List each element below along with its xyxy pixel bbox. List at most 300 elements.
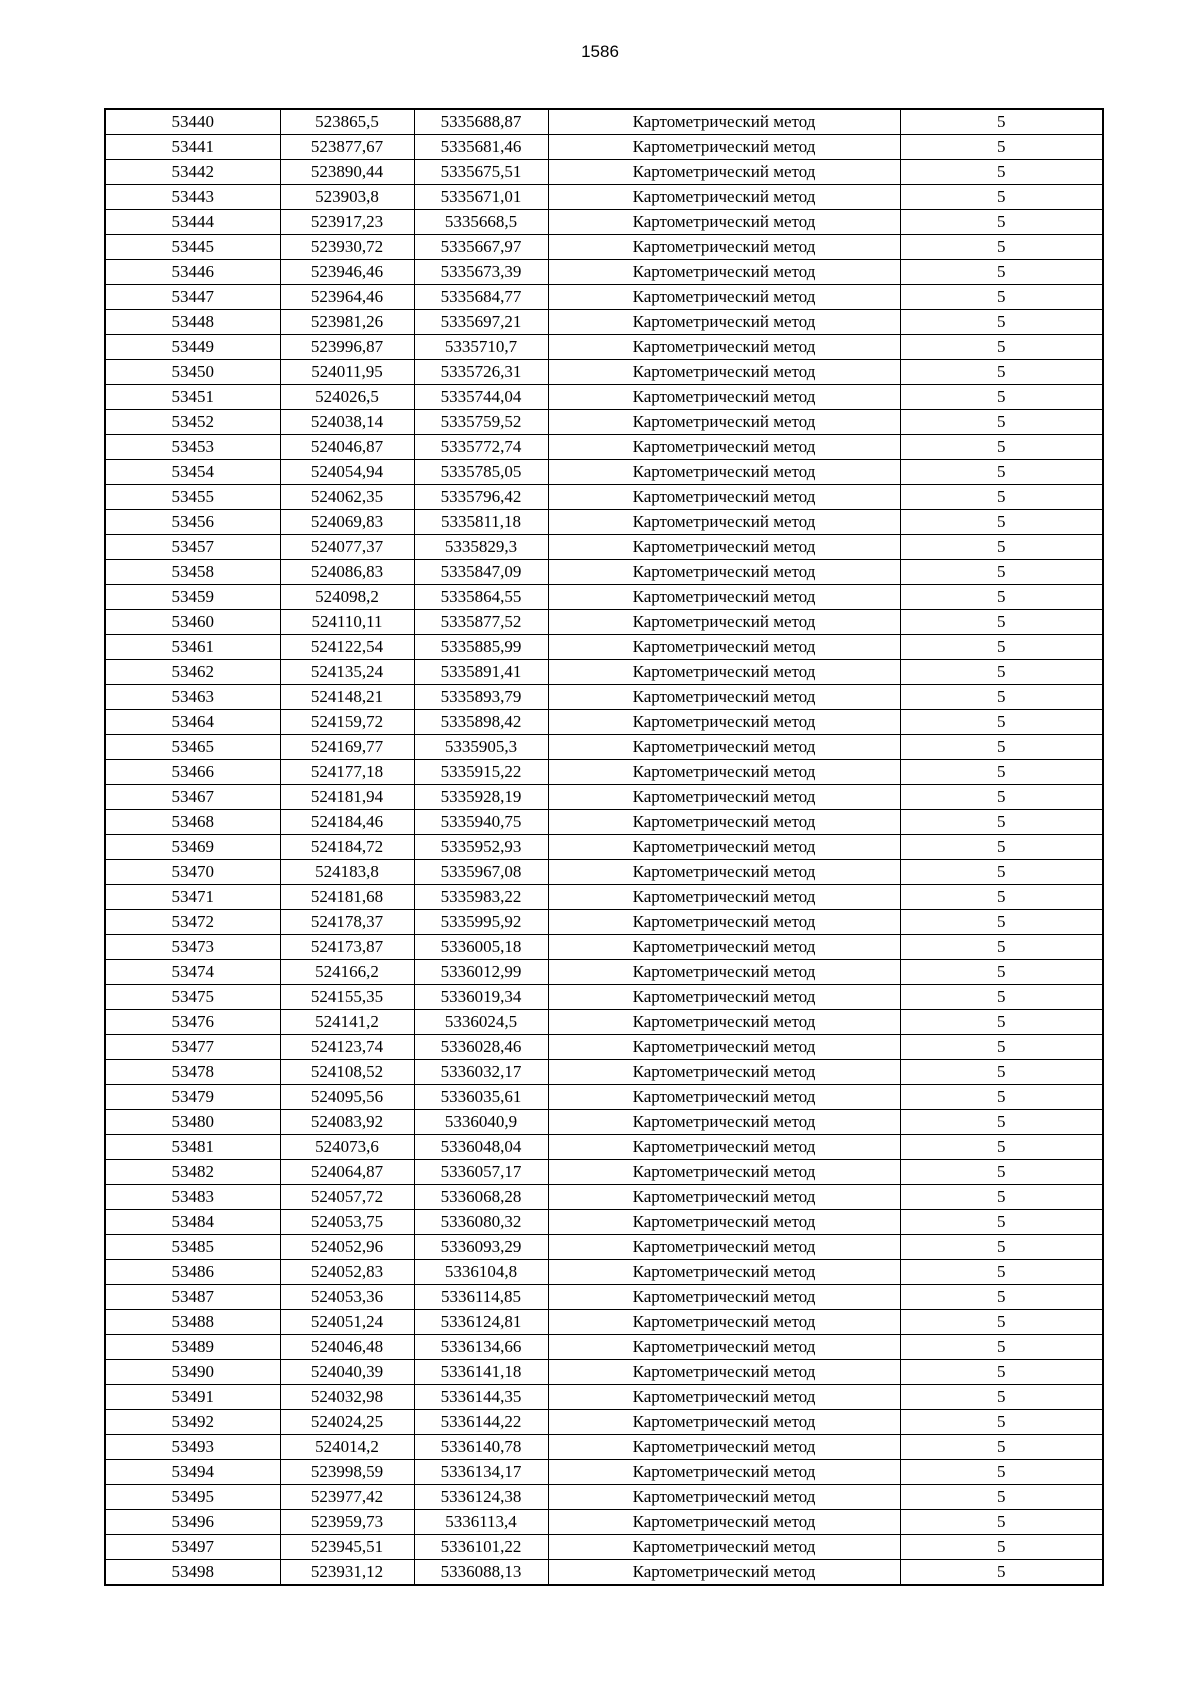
table-row xyxy=(105,335,1103,360)
accuracy-cell: 5 xyxy=(900,435,1103,460)
y-coordinate-cell: 5336114,85 xyxy=(414,1285,548,1310)
x-coordinate-cell: 523877,67 xyxy=(280,135,414,160)
accuracy-cell: 5 xyxy=(900,335,1103,360)
accuracy-cell: 5 xyxy=(900,735,1103,760)
accuracy-cell: 5 xyxy=(900,610,1103,635)
x-coordinate-cell: 524053,75 xyxy=(280,1210,414,1235)
x-coordinate-cell: 524122,54 xyxy=(280,635,414,660)
point-number-cell: 53455 xyxy=(105,485,280,510)
table-row xyxy=(105,685,1103,710)
table-row xyxy=(105,1210,1103,1235)
point-number-cell: 53458 xyxy=(105,560,280,585)
accuracy-cell: 5 xyxy=(900,285,1103,310)
y-coordinate-cell: 5335952,93 xyxy=(414,835,548,860)
y-coordinate-cell: 5335675,51 xyxy=(414,160,548,185)
accuracy-cell: 5 xyxy=(900,1335,1103,1360)
point-number-cell: 53481 xyxy=(105,1135,280,1160)
x-coordinate-cell: 524086,83 xyxy=(280,560,414,585)
point-number-cell: 53466 xyxy=(105,760,280,785)
point-number-cell: 53485 xyxy=(105,1235,280,1260)
y-coordinate-cell: 5335785,05 xyxy=(414,460,548,485)
x-coordinate-cell: 523959,73 xyxy=(280,1510,414,1535)
point-number-cell: 53470 xyxy=(105,860,280,885)
table-row xyxy=(105,1010,1103,1035)
method-cell: Картометрический метод xyxy=(548,810,900,835)
accuracy-cell: 5 xyxy=(900,1085,1103,1110)
method-cell: Картометрический метод xyxy=(548,560,900,585)
point-number-cell: 53459 xyxy=(105,585,280,610)
method-cell: Картометрический метод xyxy=(548,235,900,260)
point-number-cell: 53450 xyxy=(105,360,280,385)
point-number-cell: 53445 xyxy=(105,235,280,260)
y-coordinate-cell: 5336113,4 xyxy=(414,1510,548,1535)
accuracy-cell: 5 xyxy=(900,1010,1103,1035)
table-row xyxy=(105,235,1103,260)
y-coordinate-cell: 5335772,74 xyxy=(414,435,548,460)
x-coordinate-cell: 524040,39 xyxy=(280,1360,414,1385)
point-number-cell: 53454 xyxy=(105,460,280,485)
y-coordinate-cell: 5336134,66 xyxy=(414,1335,548,1360)
method-cell: Картометрический метод xyxy=(548,1060,900,1085)
x-coordinate-cell: 524177,18 xyxy=(280,760,414,785)
x-coordinate-cell: 524184,72 xyxy=(280,835,414,860)
point-number-cell: 53464 xyxy=(105,710,280,735)
x-coordinate-cell: 523931,12 xyxy=(280,1560,414,1586)
y-coordinate-cell: 5336080,32 xyxy=(414,1210,548,1235)
x-coordinate-cell: 524148,21 xyxy=(280,685,414,710)
method-cell: Картометрический метод xyxy=(548,160,900,185)
point-number-cell: 53442 xyxy=(105,160,280,185)
method-cell: Картометрический метод xyxy=(548,1310,900,1335)
point-number-cell: 53460 xyxy=(105,610,280,635)
table-row xyxy=(105,260,1103,285)
table-row xyxy=(105,1085,1103,1110)
method-cell: Картометрический метод xyxy=(548,1160,900,1185)
method-cell: Картометрический метод xyxy=(548,1185,900,1210)
table-row xyxy=(105,1060,1103,1085)
accuracy-cell: 5 xyxy=(900,710,1103,735)
x-coordinate-cell: 523903,8 xyxy=(280,185,414,210)
table-row xyxy=(105,485,1103,510)
y-coordinate-cell: 5335759,52 xyxy=(414,410,548,435)
x-coordinate-cell: 524173,87 xyxy=(280,935,414,960)
x-coordinate-cell: 524011,95 xyxy=(280,360,414,385)
point-number-cell: 53491 xyxy=(105,1385,280,1410)
accuracy-cell: 5 xyxy=(900,1135,1103,1160)
table-row xyxy=(105,1260,1103,1285)
accuracy-cell: 5 xyxy=(900,410,1103,435)
x-coordinate-cell: 523998,59 xyxy=(280,1460,414,1485)
point-number-cell: 53469 xyxy=(105,835,280,860)
y-coordinate-cell: 5335667,97 xyxy=(414,235,548,260)
table-row xyxy=(105,1110,1103,1135)
point-number-cell: 53462 xyxy=(105,660,280,685)
point-number-cell: 53441 xyxy=(105,135,280,160)
accuracy-cell: 5 xyxy=(900,560,1103,585)
method-cell: Картометрический метод xyxy=(548,135,900,160)
point-number-cell: 53453 xyxy=(105,435,280,460)
point-number-cell: 53496 xyxy=(105,1510,280,1535)
x-coordinate-cell: 524108,52 xyxy=(280,1060,414,1085)
method-cell: Картометрический метод xyxy=(548,710,900,735)
point-number-cell: 53457 xyxy=(105,535,280,560)
accuracy-cell: 5 xyxy=(900,1185,1103,1210)
method-cell: Картометрический метод xyxy=(548,535,900,560)
x-coordinate-cell: 524052,96 xyxy=(280,1235,414,1260)
y-coordinate-cell: 5335710,7 xyxy=(414,335,548,360)
method-cell: Картометрический метод xyxy=(548,185,900,210)
method-cell: Картометрический метод xyxy=(548,1510,900,1535)
point-number-cell: 53480 xyxy=(105,1110,280,1135)
method-cell: Картометрический метод xyxy=(548,385,900,410)
x-coordinate-cell: 524135,24 xyxy=(280,660,414,685)
point-number-cell: 53477 xyxy=(105,1035,280,1060)
x-coordinate-cell: 524046,48 xyxy=(280,1335,414,1360)
table-row xyxy=(105,435,1103,460)
point-number-cell: 53468 xyxy=(105,810,280,835)
y-coordinate-cell: 5335915,22 xyxy=(414,760,548,785)
point-number-cell: 53489 xyxy=(105,1335,280,1360)
x-coordinate-cell: 524098,2 xyxy=(280,585,414,610)
table-row xyxy=(105,185,1103,210)
method-cell: Картометрический метод xyxy=(548,635,900,660)
x-coordinate-cell: 524095,56 xyxy=(280,1085,414,1110)
y-coordinate-cell: 5335726,31 xyxy=(414,360,548,385)
method-cell: Картометрический метод xyxy=(548,1335,900,1360)
accuracy-cell: 5 xyxy=(900,1235,1103,1260)
x-coordinate-cell: 523981,26 xyxy=(280,310,414,335)
method-cell: Картометрический метод xyxy=(548,109,900,135)
accuracy-cell: 5 xyxy=(900,660,1103,685)
method-cell: Картометрический метод xyxy=(548,1110,900,1135)
y-coordinate-cell: 5335744,04 xyxy=(414,385,548,410)
y-coordinate-cell: 5336032,17 xyxy=(414,1060,548,1085)
method-cell: Картометрический метод xyxy=(548,1560,900,1586)
point-number-cell: 53443 xyxy=(105,185,280,210)
y-coordinate-cell: 5335671,01 xyxy=(414,185,548,210)
x-coordinate-cell: 524032,98 xyxy=(280,1385,414,1410)
coordinates-table-body xyxy=(105,109,1103,1585)
method-cell: Картометрический метод xyxy=(548,335,900,360)
accuracy-cell: 5 xyxy=(900,260,1103,285)
point-number-cell: 53493 xyxy=(105,1435,280,1460)
accuracy-cell: 5 xyxy=(900,210,1103,235)
accuracy-cell: 5 xyxy=(900,910,1103,935)
table-row xyxy=(105,109,1103,135)
method-cell: Картометрический метод xyxy=(548,885,900,910)
accuracy-cell: 5 xyxy=(900,685,1103,710)
method-cell: Картометрический метод xyxy=(548,1385,900,1410)
x-coordinate-cell: 523946,46 xyxy=(280,260,414,285)
accuracy-cell: 5 xyxy=(900,1435,1103,1460)
table-row xyxy=(105,560,1103,585)
method-cell: Картометрический метод xyxy=(548,1085,900,1110)
x-coordinate-cell: 524123,74 xyxy=(280,1035,414,1060)
method-cell: Картометрический метод xyxy=(548,985,900,1010)
table-row xyxy=(105,285,1103,310)
table-row xyxy=(105,1035,1103,1060)
x-coordinate-cell: 524024,25 xyxy=(280,1410,414,1435)
accuracy-cell: 5 xyxy=(900,1035,1103,1060)
table-row xyxy=(105,910,1103,935)
x-coordinate-cell: 524169,77 xyxy=(280,735,414,760)
method-cell: Картометрический метод xyxy=(548,460,900,485)
y-coordinate-cell: 5335928,19 xyxy=(414,785,548,810)
x-coordinate-cell: 524141,2 xyxy=(280,1010,414,1035)
table-row xyxy=(105,460,1103,485)
method-cell: Картометрический метод xyxy=(548,585,900,610)
table-row xyxy=(105,1285,1103,1310)
y-coordinate-cell: 5335905,3 xyxy=(414,735,548,760)
x-coordinate-cell: 524073,6 xyxy=(280,1135,414,1160)
point-number-cell: 53488 xyxy=(105,1310,280,1335)
y-coordinate-cell: 5335885,99 xyxy=(414,635,548,660)
table-row xyxy=(105,810,1103,835)
method-cell: Картометрический метод xyxy=(548,760,900,785)
y-coordinate-cell: 5335893,79 xyxy=(414,685,548,710)
x-coordinate-cell: 524062,35 xyxy=(280,485,414,510)
point-number-cell: 53472 xyxy=(105,910,280,935)
method-cell: Картометрический метод xyxy=(548,1460,900,1485)
accuracy-cell: 5 xyxy=(900,1260,1103,1285)
x-coordinate-cell: 523964,46 xyxy=(280,285,414,310)
x-coordinate-cell: 524077,37 xyxy=(280,535,414,560)
accuracy-cell: 5 xyxy=(900,760,1103,785)
method-cell: Картометрический метод xyxy=(548,860,900,885)
accuracy-cell: 5 xyxy=(900,1360,1103,1385)
method-cell: Картометрический метод xyxy=(548,1135,900,1160)
point-number-cell: 53461 xyxy=(105,635,280,660)
accuracy-cell: 5 xyxy=(900,1210,1103,1235)
x-coordinate-cell: 523917,23 xyxy=(280,210,414,235)
y-coordinate-cell: 5335864,55 xyxy=(414,585,548,610)
point-number-cell: 53478 xyxy=(105,1060,280,1085)
y-coordinate-cell: 5336040,9 xyxy=(414,1110,548,1135)
x-coordinate-cell: 523890,44 xyxy=(280,160,414,185)
accuracy-cell: 5 xyxy=(900,1410,1103,1435)
method-cell: Картометрический метод xyxy=(548,360,900,385)
table-row xyxy=(105,510,1103,535)
point-number-cell: 53475 xyxy=(105,985,280,1010)
accuracy-cell: 5 xyxy=(900,785,1103,810)
accuracy-cell: 5 xyxy=(900,1560,1103,1586)
accuracy-cell: 5 xyxy=(900,160,1103,185)
y-coordinate-cell: 5336134,17 xyxy=(414,1460,548,1485)
accuracy-cell: 5 xyxy=(900,935,1103,960)
point-number-cell: 53474 xyxy=(105,960,280,985)
table-row xyxy=(105,610,1103,635)
method-cell: Картометрический метод xyxy=(548,660,900,685)
x-coordinate-cell: 524184,46 xyxy=(280,810,414,835)
y-coordinate-cell: 5335684,77 xyxy=(414,285,548,310)
x-coordinate-cell: 524166,2 xyxy=(280,960,414,985)
point-number-cell: 53486 xyxy=(105,1260,280,1285)
x-coordinate-cell: 524014,2 xyxy=(280,1435,414,1460)
y-coordinate-cell: 5336104,8 xyxy=(414,1260,548,1285)
y-coordinate-cell: 5335983,22 xyxy=(414,885,548,910)
table-row xyxy=(105,135,1103,160)
table-row xyxy=(105,860,1103,885)
method-cell: Картометрический метод xyxy=(548,1535,900,1560)
method-cell: Картометрический метод xyxy=(548,685,900,710)
table-row xyxy=(105,1360,1103,1385)
table-row xyxy=(105,985,1103,1010)
method-cell: Картометрический метод xyxy=(548,1485,900,1510)
point-number-cell: 53471 xyxy=(105,885,280,910)
y-coordinate-cell: 5336093,29 xyxy=(414,1235,548,1260)
y-coordinate-cell: 5335940,75 xyxy=(414,810,548,835)
x-coordinate-cell: 524181,94 xyxy=(280,785,414,810)
table-row xyxy=(105,1535,1103,1560)
point-number-cell: 53467 xyxy=(105,785,280,810)
y-coordinate-cell: 5335796,42 xyxy=(414,485,548,510)
y-coordinate-cell: 5336144,22 xyxy=(414,1410,548,1435)
coordinates-table xyxy=(104,108,1104,1586)
accuracy-cell: 5 xyxy=(900,1460,1103,1485)
point-number-cell: 53479 xyxy=(105,1085,280,1110)
point-number-cell: 53495 xyxy=(105,1485,280,1510)
x-coordinate-cell: 524052,83 xyxy=(280,1260,414,1285)
table-row xyxy=(105,1185,1103,1210)
y-coordinate-cell: 5335673,39 xyxy=(414,260,548,285)
point-number-cell: 53440 xyxy=(105,109,280,135)
table-row xyxy=(105,1310,1103,1335)
table-row xyxy=(105,1560,1103,1586)
method-cell: Картометрический метод xyxy=(548,1435,900,1460)
accuracy-cell: 5 xyxy=(900,1510,1103,1535)
table-row xyxy=(105,885,1103,910)
x-coordinate-cell: 523977,42 xyxy=(280,1485,414,1510)
table-row xyxy=(105,710,1103,735)
accuracy-cell: 5 xyxy=(900,985,1103,1010)
y-coordinate-cell: 5335847,09 xyxy=(414,560,548,585)
table-row xyxy=(105,635,1103,660)
table-row xyxy=(105,535,1103,560)
accuracy-cell: 5 xyxy=(900,1285,1103,1310)
point-number-cell: 53494 xyxy=(105,1460,280,1485)
x-coordinate-cell: 524083,92 xyxy=(280,1110,414,1135)
table-row xyxy=(105,410,1103,435)
accuracy-cell: 5 xyxy=(900,535,1103,560)
point-number-cell: 53490 xyxy=(105,1360,280,1385)
method-cell: Картометрический метод xyxy=(548,1035,900,1060)
method-cell: Картометрический метод xyxy=(548,1235,900,1260)
table-row xyxy=(105,835,1103,860)
accuracy-cell: 5 xyxy=(900,135,1103,160)
table-row xyxy=(105,1160,1103,1185)
x-coordinate-cell: 524064,87 xyxy=(280,1160,414,1185)
accuracy-cell: 5 xyxy=(900,885,1103,910)
y-coordinate-cell: 5336028,46 xyxy=(414,1035,548,1060)
x-coordinate-cell: 524053,36 xyxy=(280,1285,414,1310)
method-cell: Картометрический метод xyxy=(548,735,900,760)
table-row xyxy=(105,1135,1103,1160)
x-coordinate-cell: 523930,72 xyxy=(280,235,414,260)
table-row xyxy=(105,935,1103,960)
method-cell: Картометрический метод xyxy=(548,510,900,535)
method-cell: Картометрический метод xyxy=(548,960,900,985)
y-coordinate-cell: 5336035,61 xyxy=(414,1085,548,1110)
table-row xyxy=(105,1410,1103,1435)
method-cell: Картометрический метод xyxy=(548,610,900,635)
accuracy-cell: 5 xyxy=(900,460,1103,485)
point-number-cell: 53483 xyxy=(105,1185,280,1210)
accuracy-cell: 5 xyxy=(900,1385,1103,1410)
point-number-cell: 53463 xyxy=(105,685,280,710)
accuracy-cell: 5 xyxy=(900,1310,1103,1335)
y-coordinate-cell: 5335891,41 xyxy=(414,660,548,685)
method-cell: Картометрический метод xyxy=(548,935,900,960)
y-coordinate-cell: 5335967,08 xyxy=(414,860,548,885)
accuracy-cell: 5 xyxy=(900,185,1103,210)
table-row xyxy=(105,660,1103,685)
y-coordinate-cell: 5336057,17 xyxy=(414,1160,548,1185)
accuracy-cell: 5 xyxy=(900,635,1103,660)
x-coordinate-cell: 524178,37 xyxy=(280,910,414,935)
y-coordinate-cell: 5335995,92 xyxy=(414,910,548,935)
y-coordinate-cell: 5335898,42 xyxy=(414,710,548,735)
point-number-cell: 53492 xyxy=(105,1410,280,1435)
accuracy-cell: 5 xyxy=(900,585,1103,610)
point-number-cell: 53482 xyxy=(105,1160,280,1185)
x-coordinate-cell: 524046,87 xyxy=(280,435,414,460)
x-coordinate-cell: 524038,14 xyxy=(280,410,414,435)
y-coordinate-cell: 5336144,35 xyxy=(414,1385,548,1410)
table-row xyxy=(105,785,1103,810)
y-coordinate-cell: 5335829,3 xyxy=(414,535,548,560)
table-row xyxy=(105,760,1103,785)
table-row xyxy=(105,385,1103,410)
y-coordinate-cell: 5335877,52 xyxy=(414,610,548,635)
accuracy-cell: 5 xyxy=(900,385,1103,410)
accuracy-cell: 5 xyxy=(900,310,1103,335)
page-number: 1586 xyxy=(581,42,619,61)
y-coordinate-cell: 5335681,46 xyxy=(414,135,548,160)
method-cell: Картометрический метод xyxy=(548,285,900,310)
point-number-cell: 53449 xyxy=(105,335,280,360)
table-row xyxy=(105,1235,1103,1260)
point-number-cell: 53487 xyxy=(105,1285,280,1310)
y-coordinate-cell: 5336141,18 xyxy=(414,1360,548,1385)
table-row xyxy=(105,1435,1103,1460)
x-coordinate-cell: 524051,24 xyxy=(280,1310,414,1335)
table-row xyxy=(105,210,1103,235)
method-cell: Картометрический метод xyxy=(548,410,900,435)
method-cell: Картометрический метод xyxy=(548,910,900,935)
y-coordinate-cell: 5335811,18 xyxy=(414,510,548,535)
method-cell: Картометрический метод xyxy=(548,1285,900,1310)
x-coordinate-cell: 523865,5 xyxy=(280,109,414,135)
y-coordinate-cell: 5335668,5 xyxy=(414,210,548,235)
point-number-cell: 53497 xyxy=(105,1535,280,1560)
y-coordinate-cell: 5336088,13 xyxy=(414,1560,548,1586)
point-number-cell: 53451 xyxy=(105,385,280,410)
accuracy-cell: 5 xyxy=(900,960,1103,985)
x-coordinate-cell: 524183,8 xyxy=(280,860,414,885)
accuracy-cell: 5 xyxy=(900,1160,1103,1185)
x-coordinate-cell: 523945,51 xyxy=(280,1535,414,1560)
accuracy-cell: 5 xyxy=(900,235,1103,260)
table-row xyxy=(105,735,1103,760)
x-coordinate-cell: 524181,68 xyxy=(280,885,414,910)
method-cell: Картометрический метод xyxy=(548,785,900,810)
method-cell: Картометрический метод xyxy=(548,485,900,510)
method-cell: Картометрический метод xyxy=(548,1260,900,1285)
x-coordinate-cell: 524057,72 xyxy=(280,1185,414,1210)
point-number-cell: 53447 xyxy=(105,285,280,310)
table-row xyxy=(105,360,1103,385)
table-row xyxy=(105,1485,1103,1510)
